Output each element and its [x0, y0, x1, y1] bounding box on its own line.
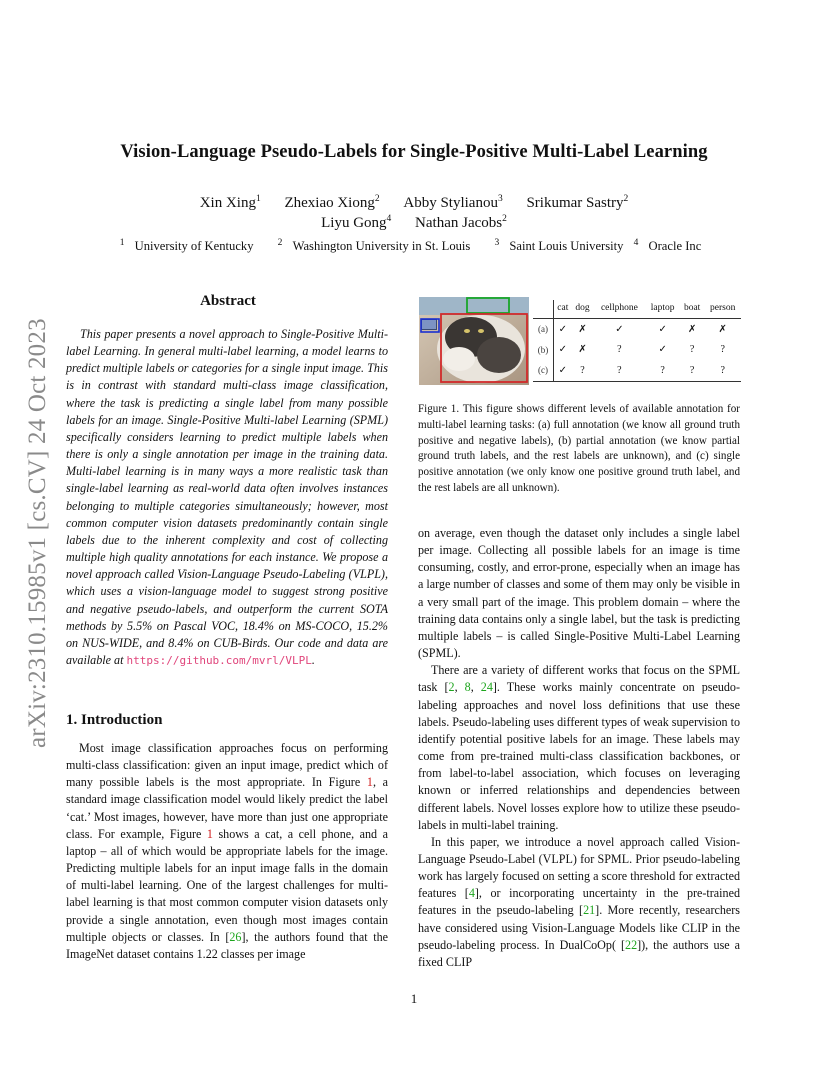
table-cell: ✗ — [687, 323, 697, 335]
authors-line-1 — [80, 193, 748, 214]
paragraph: There are a variety of different works that focus on the SPML task [2, 8, 24]. These works mainly concentrate on pseudo-labeling approaches and novel loss definitions that use these labels. Pseudo-labeling uses different types of weak supervision to identify potential positive labels for an image. These labels may come from pre-trained multi-class classification backbones, or from label-to-label association, which focuses on leveraging known or inferred relationships and dependencies between different labels. Novel losses explore how to utilize these pseudo-labels in multi-label training. — [418, 663, 741, 832]
authors-line-2 — [80, 213, 748, 234]
right-column-body — [418, 525, 740, 971]
table-cell: ? — [704, 360, 741, 381]
affiliation: $^3$ Saint Louis University $^4$ Oracle Inc — [494, 237, 702, 253]
column-header: boat — [680, 300, 705, 319]
paper-title: Vision-Language Pseudo-Labels for Single-Positive Multi-Label Learning — [120, 142, 708, 162]
author: Liyu Gong$^4$ — [321, 214, 392, 231]
citation-link[interactable]: 26 — [229, 929, 242, 944]
table-corner — [533, 300, 554, 319]
row-label: (a) — [533, 319, 554, 340]
column-header: cat — [554, 300, 572, 319]
table-cell: ? — [689, 344, 695, 356]
figure-ref[interactable]: 1 — [206, 826, 213, 841]
affiliation: $^1$ University of Kentucky — [119, 237, 254, 253]
row-label: (c) — [533, 360, 554, 381]
table-cell: ✗ — [578, 323, 587, 335]
arxiv-identifier: arXiv:2310.15985v1 [cs.CV] 24 Oct 2023 — [24, 318, 51, 748]
table-cell: ✓ — [615, 323, 624, 335]
figure-ref[interactable]: 1 — [366, 775, 373, 790]
table-cell: ? — [593, 360, 645, 381]
author: Abby Stylianou$^3$ — [403, 194, 503, 211]
table-row — [533, 340, 741, 361]
citation-link[interactable]: 21 — [583, 903, 596, 918]
table-cell: ✓ — [554, 360, 572, 381]
citation-link[interactable]: 24 — [480, 680, 493, 695]
table-cell: ✗ — [578, 344, 587, 356]
row-label: (b) — [533, 340, 554, 361]
citation-link[interactable]: 4 — [468, 886, 475, 901]
column-header: laptop — [645, 300, 679, 319]
code-link[interactable]: https://github.com/mvrl/VLPL — [126, 653, 312, 667]
table-row — [533, 319, 741, 340]
column-header: person — [704, 300, 741, 319]
paragraph: In this paper, we introduce a novel approach called Vision-Language Pseudo-Label (VLPL) for SPML. Prior pseudo-labeling work has largely focused on setting a score threshold for extracted features [4], or incorporating uncertainty in the pre-trained features in the pseudo-labeling [21]. More recently, researchers have considered using Vision-Language Models like CLIP in the pseudo-labeling process. In DualCoOp( [22]), the authors use a fixed CLIP — [418, 834, 741, 969]
figure-cat-image — [419, 297, 529, 385]
table-cell: ✗ — [718, 323, 727, 335]
table-cell: ? — [680, 360, 705, 381]
cat-photo-illustration — [419, 297, 529, 385]
author: Nathan Jacobs$^2$ — [415, 214, 507, 231]
affiliation: $^2$ Washington University in St. Louis — [277, 237, 471, 253]
citation-link[interactable]: 22 — [625, 937, 638, 952]
column-header: dog — [572, 300, 594, 319]
table-cell: ? — [720, 344, 725, 356]
citation-link[interactable]: 2 — [448, 680, 455, 695]
citation-link[interactable]: 8 — [464, 680, 471, 695]
introduction-heading: 1. Introduction — [66, 712, 163, 728]
author: Zhexiao Xiong$^2$ — [284, 194, 380, 211]
author: Srikumar Sastry$^2$ — [526, 194, 629, 211]
table-cell: ✓ — [658, 323, 667, 335]
table-cell: ✓ — [558, 344, 568, 356]
table-cell: ? — [572, 360, 594, 381]
annotation-levels-table — [533, 300, 741, 382]
introduction-body: Most image classification approaches focus on performing multi-class classification: given an input image, predict which of many possible labels is the most appropriate. In Figure 1, a standard image classification model would likely predict the label ‘cat.’ Most images, however, have more than just one appropriate class. For example, Figure 1 shows a cat, a cell phone, and a laptop – all of which would be appropriate labels for the image. Predicting multiple labels for an input image falls in the domain of multi-label learning. One of the largest challenges for multi-label learning is that most common computer vision datasets only provide a single annotation, even though most images contain multiple objects or classes. In [26], the authors found that the ImageNet dataset contains 1.22 classes per image — [66, 741, 389, 961]
page-number: 1 — [410, 991, 418, 1006]
abstract-body: This paper presents a novel approach to Single-Positive Multi-label Learning. In general multi-label learning, a model learns to predict multiple labels or categories for a single input image. This is in contrast with standard multi-class image classification, where the task is predicting a single label from many possible labels for an image. Single-Positive Multi-label Learning (SPML) specifically considers learning to predict multiple labels when there is only a single annotation per image in the training data. Multi-label learning is in many ways a more realistic task than single-label learning as real-world data often involves instances belonging to multiple categories simultaneously; however, most common computer vision datasets predominantly contain single labels due to the inherent complexity and cost of collecting multiple high quality annotations for each instance. We propose a novel approach called Vision-Language Pseudo-Labeling (VLPL), which uses a vision-language model to suggest strong positive and negative pseudo-labels, and outperform the current SOTA methods by 5.5% on Pascal VOC, 18.4% on MS-COCO, 15.2% on NUS-WIDE, and 8.4% on CUB-Birds. Our code and data are available at https://github.com/mvrl/VLPL. — [66, 327, 388, 667]
paragraph: on average, even though the dataset only includes a single label per image. Collecting all possible labels for an image is time consuming, costly, and error-prone, especially when an image has a large number of classes and some of them may only be visible in a very small part of the image. This problem domain – where the training data contains only a single label, but the task is predicting multiple labels – is called Single-Positive Multi-Label Learning (SPML). — [418, 526, 740, 661]
author: Xin Xing$^1$ — [199, 194, 261, 211]
affiliations — [60, 239, 768, 254]
table-cell: ? — [617, 344, 622, 356]
table-row — [533, 360, 741, 381]
table-cell: ✓ — [558, 323, 568, 335]
column-header: cellphone — [593, 300, 645, 319]
figure-caption: Figure 1. This figure shows different levels of available annotation for multi-label learning tasks: (a) full annotation (we know all ground truth positive and negative labels), (b) partial annotation (we know partial ground truth labels, and the rest labels are unknown), and (c) single positive annotation (we only know one positive ground truth label, and the rest labels are all unknown). — [418, 403, 740, 494]
table-cell: ✓ — [658, 344, 667, 356]
table-cell: ? — [645, 360, 679, 381]
abstract-heading: Abstract — [200, 293, 256, 309]
